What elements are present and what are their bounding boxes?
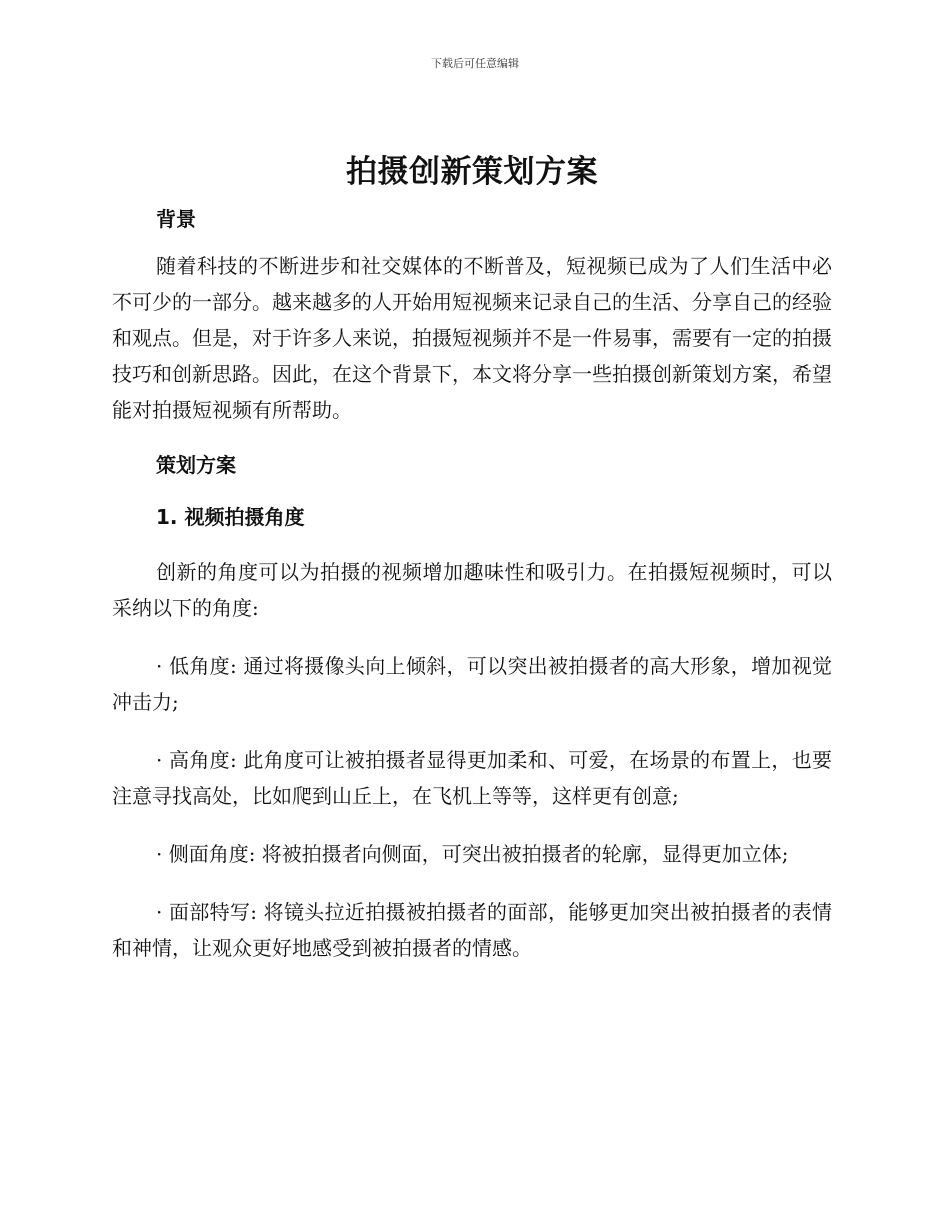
angle-heading: 1. 视频拍摄角度: [156, 505, 305, 529]
document-body: [112, 150, 832, 966]
page-title: 拍摄创新策划方案: [346, 154, 598, 190]
header-note: 下载后可任意编辑: [431, 57, 519, 70]
plan-heading: 策划方案: [156, 453, 236, 477]
bullet-high-angle: · 高角度: 此角度可让被拍摄者显得更加柔和、可爱，在场景的布置上，也要注意寻找高处，比如爬到山丘上，在飞机上等等，这样更有创意;: [112, 748, 832, 808]
background-heading: 背景: [156, 207, 196, 231]
background-paragraph: 随着科技的不断进步和社交媒体的不断普及，短视频已成为了人们生活中必不可少的一部分。越来越多的人开始用短视频来记录自己的生活、分享自己的经验和观点。但是，对于许多人来说，拍摄短视频并不是一件易事，需要有一定的拍摄技巧和创新思路。因此，在这个背景下，本文将分享一些拍摄创新策划方案，希望能对拍摄短视频有所帮助。: [112, 254, 832, 422]
bullet-low-angle: · 低角度: 通过将摄像头向上倾斜，可以突出被拍摄者的高大形象，增加视觉冲击力;: [112, 654, 832, 714]
angle-intro-paragraph: 创新的角度可以为拍摄的视频增加趣味性和吸引力。在拍摄短视频时，可以采纳以下的角度:: [112, 560, 832, 620]
bullet-side-angle: · 侧面角度: 将被拍摄者向侧面，可突出被拍摄者的轮廓，显得更加立体;: [156, 842, 789, 866]
bullet-face-closeup: · 面部特写: 将镜头拉近拍摄被拍摄者的面部，能够更加突出被拍摄者的表情和神情，让观众更好地感受到被拍摄者的情感。: [112, 900, 832, 960]
